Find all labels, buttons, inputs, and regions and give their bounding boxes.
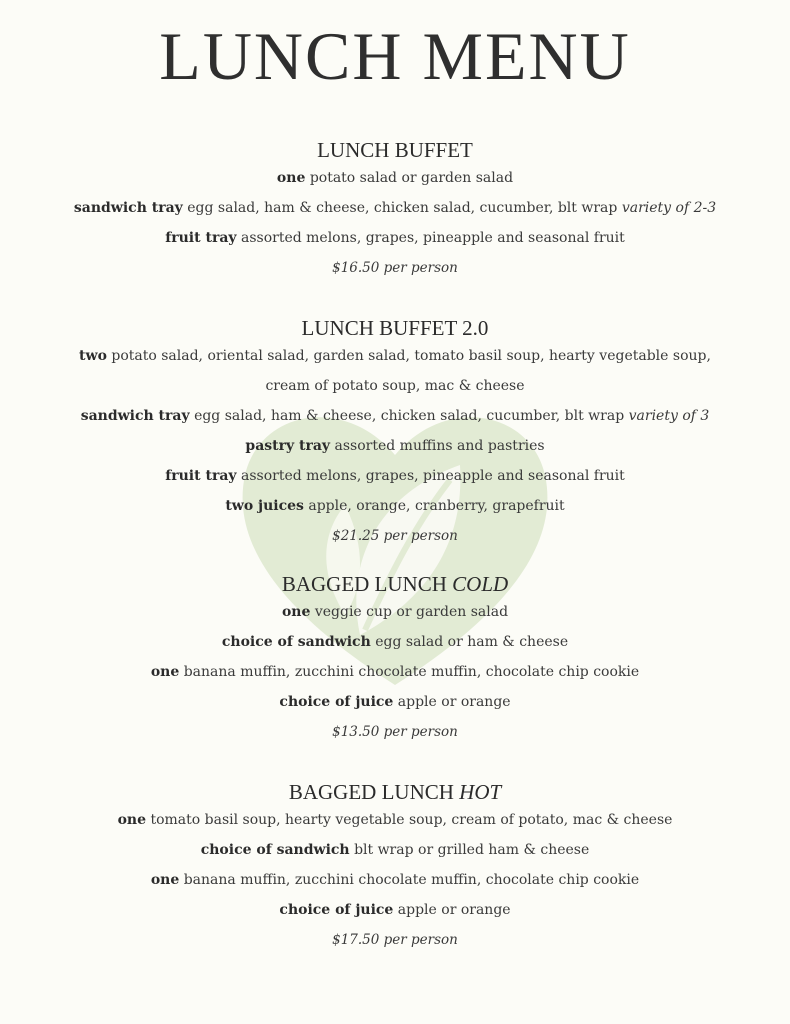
line-lead: one — [117, 812, 146, 828]
line-text: assorted muffins and pastries — [334, 438, 545, 454]
menu-line — [0, 163, 790, 193]
line-text: egg salad, ham & cheese, chicken salad, cucumber, blt wrap — [194, 408, 625, 424]
menu-section — [0, 315, 790, 551]
section-heading — [0, 315, 790, 341]
line-lead: choice of sandwich — [200, 842, 350, 858]
line-text: apple or orange — [397, 902, 511, 918]
section-price: $13.50 per person — [332, 724, 458, 740]
menu-line — [0, 401, 790, 431]
line-text: blt wrap or grilled ham & cheese — [354, 842, 590, 858]
menu-line — [0, 895, 790, 925]
line-lead: sandwich tray — [73, 200, 183, 216]
line-text: apple or orange — [397, 694, 511, 710]
menu-line — [0, 687, 790, 717]
line-text: banana muffin, zucchini chocolate muffin, chocolate chip cookie — [183, 872, 640, 888]
line-text: egg salad, ham & cheese, chicken salad, cucumber, blt wrap — [187, 200, 618, 216]
section-heading — [0, 779, 790, 805]
line-lead: fruit tray — [165, 468, 237, 484]
menu-line — [0, 431, 790, 461]
menu-line — [0, 491, 790, 521]
page-title: LUNCH MENU — [159, 18, 631, 94]
section-heading-accent: COLD — [452, 572, 509, 596]
line-text: potato salad, oriental salad, garden salad, tomato basil soup, hearty vegetable soup, — [111, 348, 711, 364]
line-text: veggie cup or garden salad — [314, 604, 509, 620]
menu-line — [0, 341, 790, 371]
menu-line — [0, 223, 790, 253]
line-lead: pastry tray — [245, 438, 331, 454]
line-lead: one — [276, 170, 306, 186]
line-text: tomato basil soup, hearty vegetable soup, cream of potato, mac & cheese — [150, 812, 673, 828]
section-price: $16.50 per person — [332, 260, 458, 276]
menu-line — [0, 627, 790, 657]
menu-line — [0, 865, 790, 895]
menu-section — [0, 137, 790, 283]
line-text: banana muffin, zucchini chocolate muffin, chocolate chip cookie — [183, 664, 640, 680]
menu-line — [0, 805, 790, 835]
menu-line — [0, 193, 790, 223]
line-text: cream of potato soup, mac & cheese — [265, 378, 525, 394]
menu-line — [0, 657, 790, 687]
menu-section — [0, 779, 790, 955]
line-text: apple, orange, cranberry, grapefruit — [308, 498, 565, 514]
menu-line — [0, 461, 790, 491]
line-text: assorted melons, grapes, pineapple and seasonal fruit — [240, 230, 625, 246]
section-heading-text: BAGGED LUNCH — [288, 780, 454, 804]
line-lead: fruit tray — [165, 230, 237, 246]
line-lead: sandwich tray — [80, 408, 190, 424]
line-text: egg salad or ham & cheese — [375, 634, 569, 650]
line-lead: choice of sandwich — [221, 634, 371, 650]
section-heading-text: LUNCH BUFFET — [317, 138, 473, 162]
menu-line — [0, 371, 790, 401]
line-text: assorted melons, grapes, pineapple and seasonal fruit — [240, 468, 625, 484]
line-note: variety of 3 — [628, 408, 710, 424]
menu-line — [0, 835, 790, 865]
line-lead: choice of juice — [279, 694, 394, 710]
line-text: potato salad or garden salad — [309, 170, 514, 186]
section-price: $21.25 per person — [332, 528, 458, 544]
line-lead: one — [281, 604, 311, 620]
line-lead: two — [79, 348, 107, 364]
section-heading-text: LUNCH BUFFET 2.0 — [301, 316, 489, 340]
section-heading-text: BAGGED LUNCH — [281, 572, 447, 596]
menu-line — [0, 597, 790, 627]
line-lead: one — [150, 872, 180, 888]
line-lead: two juices — [225, 498, 304, 514]
line-lead: choice of juice — [279, 902, 394, 918]
line-lead: one — [150, 664, 180, 680]
section-heading — [0, 137, 790, 163]
line-note: variety of 2-3 — [621, 200, 717, 216]
section-price: $17.50 per person — [332, 932, 458, 948]
section-heading — [0, 571, 790, 597]
section-heading-accent: HOT — [459, 780, 502, 804]
menu-section — [0, 571, 790, 747]
